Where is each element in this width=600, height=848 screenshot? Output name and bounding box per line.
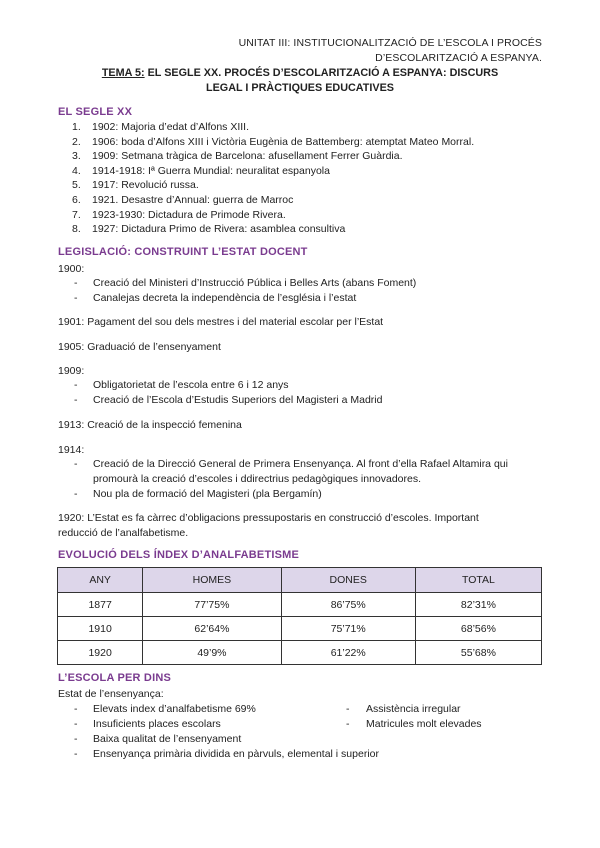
list-item: - Canalejas decreta la independència de l’església i l’estat [74, 292, 357, 304]
list-item: - Assistència irregular [346, 703, 461, 715]
column-header: TOTAL [415, 568, 541, 593]
segle-list [72, 120, 474, 237]
table-row [58, 617, 542, 641]
list-item: 7. 1923-1930: Dictadura de Primode Rivera. [72, 208, 286, 221]
year-1900-list [74, 276, 540, 306]
section-heading-legislacio: LEGISLACIÓ: CONSTRUINT L’ESTAT DOCENT [58, 246, 308, 258]
table-cell: 86’75% [281, 593, 415, 617]
list-item: - Obligatorietat de l’escola entre 6 i 12 anys [74, 379, 289, 391]
unit-header-line2: D’ESCOLARITZACIÓ A ESPANYA. [375, 52, 542, 64]
list-item: - Baixa qualitat de l’ensenyament [74, 733, 242, 745]
column-header: ANY [58, 568, 143, 593]
list-item: 1. 1902: Majoria d’edat d’Alfons XIII. [72, 121, 250, 133]
table-cell: 61’22% [281, 641, 415, 665]
page-title [60, 66, 540, 96]
list-item: - Elevats index d’analfabetisme 69% [74, 703, 256, 715]
title-prefix: TEMA 5: [101, 67, 145, 79]
unit-header-line1: UNITAT III: INSTITUCIONALITZACIÓ DE L’ESCOLA I PROCÉS [238, 37, 542, 49]
list-item: 8. 1927: Dictadura Primo de Rivera: asamblea consultiva [72, 223, 346, 236]
column-header: HOMES [143, 568, 281, 593]
list-item: 5. 1917: Revolució russa. [72, 179, 199, 192]
section-heading-evolucio: EVOLUCIÓ DELS ÍNDEX D’ANALFABETISME [58, 549, 300, 561]
analfabetisme-table [57, 567, 542, 665]
year-1913-text: 1913: Creació de la inspecció femenina [58, 419, 242, 431]
list-item: 6. 1921. Desastre d’Annual: guerra de Marroc [72, 193, 294, 206]
list-item: 2. 1906: boda d’Alfons XIII i Victòria Eugènia de Battemberg: atemptat Mateo Morral. [72, 135, 475, 148]
table-cell: 77’75% [143, 593, 281, 617]
list-item: - Creació de la Direcció General de Primera Ensenyança. Al front d’ella Rafael Altamira qui [74, 458, 508, 470]
table-cell: 82’31% [415, 593, 541, 617]
list-item: - Creació del Ministeri d’Instrucció Pública i Belles Arts (abans Foment) [74, 277, 417, 289]
year-1914-label: 1914: [58, 444, 85, 456]
escola-right-list [346, 702, 482, 732]
list-item: - Matricules molt elevades [346, 718, 482, 730]
table-cell: 1910 [58, 617, 143, 641]
table-cell: 55’68% [415, 641, 541, 665]
year-1901-text: 1901: Pagament del sou dels mestres i del material escolar per l’Estat [58, 316, 384, 328]
escola-intro: Estat de l’ensenyança: [58, 688, 164, 700]
column-header: DONES [281, 568, 415, 593]
list-item: - Creació de l’Escola d’Estudis Superiors del Magisteri a Madrid [74, 394, 383, 406]
title-line2: LEGAL I PRÀCTIQUES EDUCATIVES [206, 82, 394, 94]
list-item: - Insuficients places escolars [74, 718, 221, 730]
escola-left-list [74, 702, 379, 762]
year-1905-text: 1905: Graduació de l’ensenyament [58, 341, 221, 353]
table-cell: 1920 [58, 641, 143, 665]
table-cell: 1877 [58, 593, 143, 617]
table-row [58, 641, 542, 665]
list-item-continuation: promourà la creació d’escoles i ddirectrius pedagògiques innovadores. [93, 473, 422, 485]
list-item: - Ensenyança primària dividida en pàrvuls, elemental i superior [74, 748, 379, 760]
section-heading-segle: EL SEGLE XX [58, 106, 133, 118]
list-item: 4. 1914-1918: Iª Guerra Mundial: neuralitat espanyola [72, 164, 330, 177]
section-heading-escola: L’ESCOLA PER DINS [58, 672, 172, 684]
year-1900-label: 1900: [58, 263, 85, 275]
year-1909-list [74, 378, 540, 408]
list-item: - Nou pla de formació del Magisteri (pla Bergamín) [74, 488, 322, 500]
list-item: 3. 1909: Setmana tràgica de Barcelona: afusellament Ferrer Guàrdia. [72, 150, 403, 163]
table-header-row [58, 568, 542, 593]
table-cell: 49’9% [143, 641, 281, 665]
year-1914-list [74, 457, 540, 502]
year-1909-label: 1909: [58, 365, 85, 377]
title-line1: EL SEGLE XX. PROCÉS D’ESCOLARITZACIÓ A ESPANYA: DISCURS [144, 67, 499, 79]
table-cell: 62’64% [143, 617, 281, 641]
table-cell: 68’56% [415, 617, 541, 641]
unit-header [182, 36, 542, 66]
table-row [58, 593, 542, 617]
table-cell: 75’71% [281, 617, 415, 641]
year-1920-text: 1920: L’Estat es fa càrrec d’obligacions pressupostaris en construcció d’escoles. Important reducció de l’analfabetisme. [58, 512, 479, 539]
